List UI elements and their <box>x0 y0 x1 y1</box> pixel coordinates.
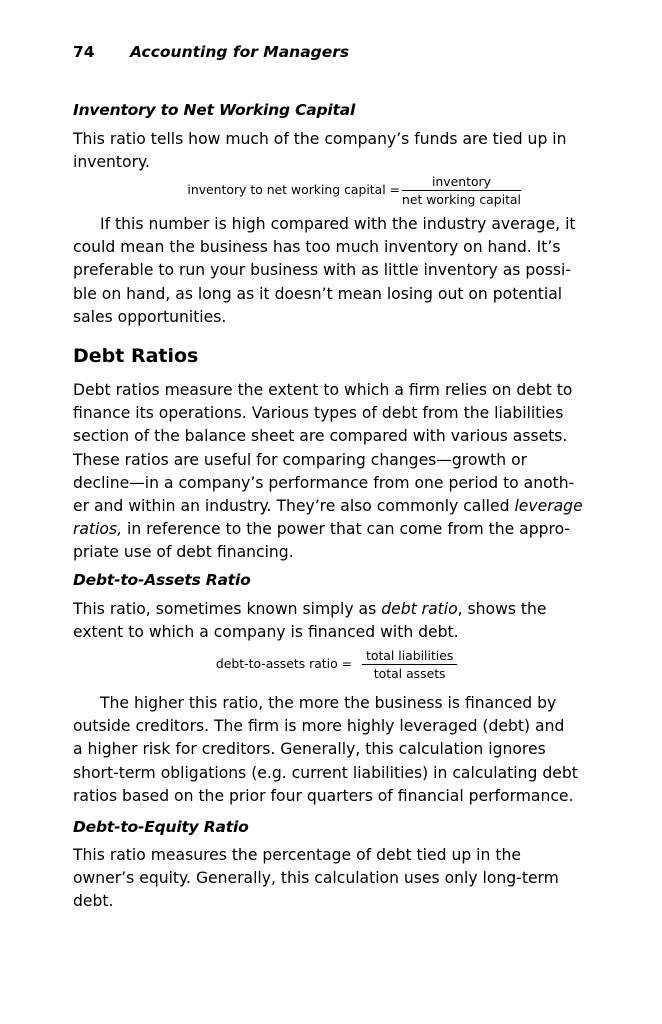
formula-numerator: total liabilities <box>362 648 457 665</box>
text-line: The higher this ratio, the more the business is financed by <box>100 694 557 712</box>
text-run: This ratio, sometimes known simply as <box>73 600 382 618</box>
text-line: outside creditors. The firm is more highly leveraged (debt) and <box>73 717 565 736</box>
text-line: priate use of debt financing. <box>73 543 294 562</box>
inventory-to-nwc-intro <box>73 128 593 174</box>
heading-debt-to-equity: Debt-to-Equity Ratio <box>73 818 249 836</box>
formula-denominator: total assets <box>373 666 446 681</box>
formula-denominator: net working capital <box>402 192 521 207</box>
inventory-to-nwc-body <box>73 213 593 329</box>
running-head <box>73 43 349 61</box>
text-line: Debt ratios measure the extent to which a firm relies on debt to <box>73 381 573 399</box>
text-line: These ratios are useful for comparing changes—growth or <box>73 450 528 469</box>
emphasis-ratios: ratios, <box>73 520 123 539</box>
text-line: could mean the business has too much inventory on hand. It’s <box>73 238 561 257</box>
emphasis-debt-ratio: debt ratio <box>381 600 458 618</box>
text-line: ratios based on the prior four quarters of financial performance. <box>73 786 574 805</box>
text-line: a higher risk for creditors. Generally, this calculation ignores <box>73 740 546 759</box>
text-line: This ratio tells how much of the company’s funds are tied up in <box>73 130 567 148</box>
text-line: inventory. <box>73 153 150 172</box>
text-line: owner’s equity. Generally, this calculation uses only long-term <box>73 869 559 888</box>
text-run: er and within an industry. They’re also commonly called <box>73 496 515 515</box>
text-line: decline—in a company’s performance from one period to anoth- <box>73 473 575 492</box>
text-line: ble on hand, as long as it doesn’t mean losing out on potential <box>73 284 563 303</box>
book-title: Accounting for Managers <box>130 43 350 61</box>
text-line <box>73 495 593 518</box>
text-line: preferable to run your business with as little inventory as possi- <box>73 261 571 280</box>
text-line: sales opportunities. <box>73 307 227 326</box>
text-line: debt. <box>73 892 114 911</box>
text-line: If this number is high compared with the industry average, it <box>100 215 576 233</box>
page-number: 74 <box>73 43 95 61</box>
debt-to-assets-body <box>73 692 593 808</box>
heading-inventory-to-nwc: Inventory to Net Working Capital <box>73 101 356 119</box>
text-line: finance its operations. Various types of debt from the liabilities <box>73 404 564 423</box>
text-line <box>73 518 593 541</box>
emphasis-leverage: leverage <box>514 496 583 515</box>
text-line: This ratio measures the percentage of debt tied up in the <box>73 846 521 864</box>
formula-debt-to-assets <box>0 648 662 684</box>
text-line <box>73 598 593 621</box>
formula-inventory-to-nwc <box>0 174 662 210</box>
text-line: section of the balance sheet are compared with various assets. <box>73 427 568 446</box>
debt-to-equity-body <box>73 844 593 914</box>
heading-debt-ratios: Debt Ratios <box>73 345 199 367</box>
formula-label: inventory to net working capital = <box>187 182 400 197</box>
formula-fraction <box>402 174 521 207</box>
text-run: , shows the <box>457 600 547 618</box>
text-line: extent to which a company is financed with debt. <box>73 623 459 642</box>
debt-ratios-body <box>73 379 593 565</box>
formula-label: debt-to-assets ratio = <box>215 656 352 671</box>
formula-numerator: inventory <box>402 174 521 191</box>
heading-debt-to-assets: Debt-to-Assets Ratio <box>73 571 251 589</box>
formula-fraction <box>362 648 457 681</box>
text-run: in reference to the power that can come from the appro- <box>122 520 571 539</box>
text-line: short-term obligations (e.g. current liabilities) in calculating debt <box>73 763 578 782</box>
debt-to-assets-intro <box>73 598 593 644</box>
